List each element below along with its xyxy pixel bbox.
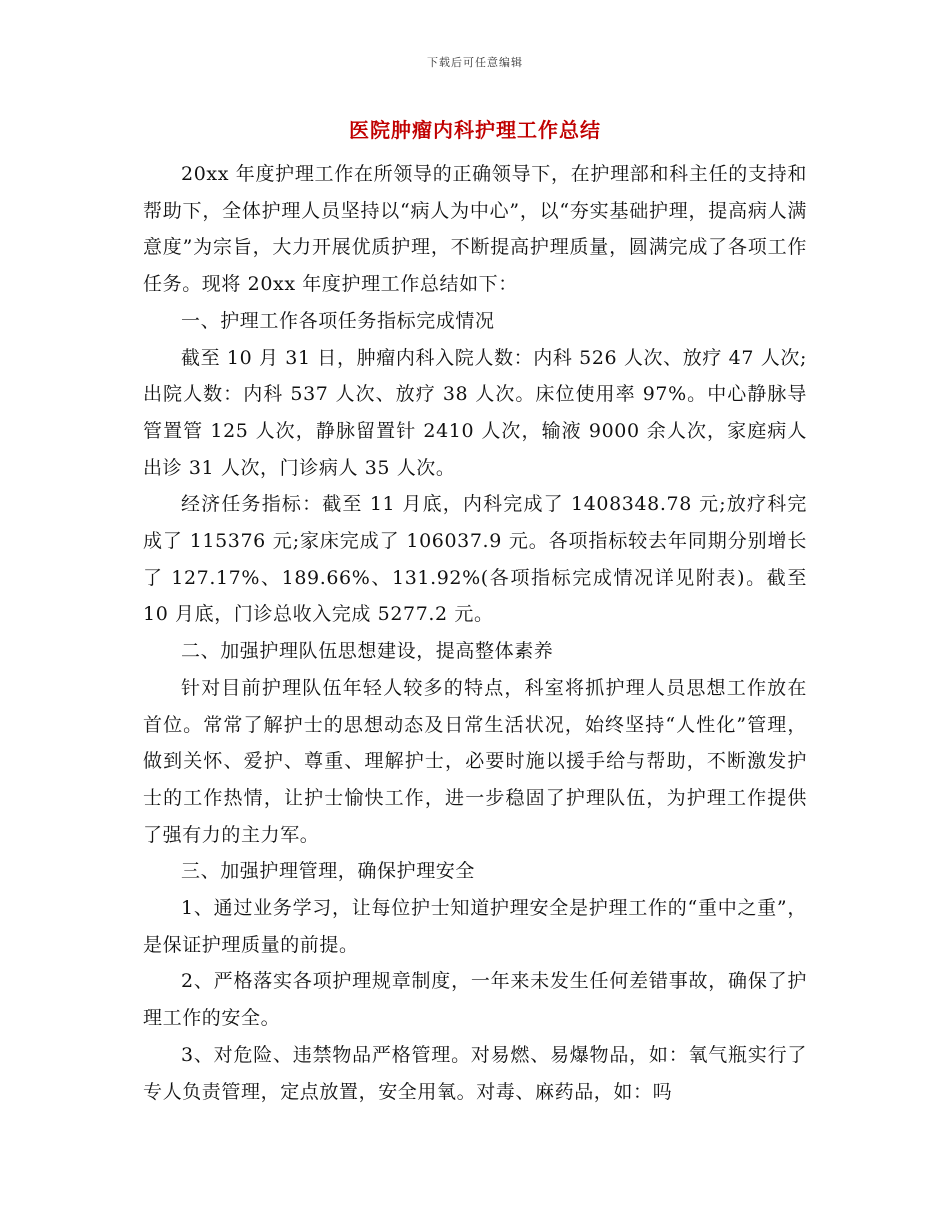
list-item-2: 2、严格落实各项护理规章制度，一年来未发生任何差错事故，确保了护理工作的安全。	[143, 970, 807, 1030]
document-title: 医院肿瘤内科护理工作总结	[349, 118, 601, 142]
paragraph-intro: 20xx 年度护理工作在所领导的正确领导下，在护理部和科主任的支持和帮助下，全体护理人员坚持以“病人为中心”，以“夯实基础护理，提高病人满意度”为宗旨，大力开展优质护理，不断提高护理质量，圆满完成了各项工作任务。现将 20xx 年度护理工作总结如下：	[143, 163, 807, 296]
paragraph-economic: 经济任务指标：截至 11 月底，内科完成了 1408348.78 元;放疗科完成了 115376 元;家床完成了 106037.9 元。各项指标较去年同期分别增长了 127.17%、189.66%、131.92%(各项指标完成情况详见附表)。截至 10 月底，门诊总收入完成 5277.2 元。	[143, 493, 807, 626]
section-heading-3: 三、加强护理管理，确保护理安全	[181, 860, 476, 883]
document-body	[143, 156, 807, 1110]
list-item-3: 3、对危险、违禁物品严格管理。对易燃、易爆物品，如：氧气瓶实行了专人负责管理，定点放置，安全用氧。对毒、麻药品，如：吗	[143, 1043, 807, 1103]
header-note: 下载后可任意编辑	[427, 56, 523, 69]
paragraph-team: 针对目前护理队伍年轻人较多的特点，科室将抓护理人员思想工作放在首位。常常了解护士的思想动态及日常生活状况，始终坚持“人性化”管理，做到关怀、爱护、尊重、理解护士，必要时施以援手给与帮助，不断激发护士的工作热情，让护士愉快工作，进一步稳固了护理队伍，为护理工作提供了强有力的主力军。	[143, 676, 807, 846]
list-item-1: 1、通过业务学习，让每位护士知道护理安全是护理工作的“重中之重”，是保证护理质量的前提。	[143, 897, 807, 956]
paragraph-admissions: 截至 10 月 31 日，肿瘤内科入院人数：内科 526 人次、放疗 47 人次;出院人数：内科 537 人次、放疗 38 人次。床位使用率 97%。中心静脉导管置管 125 人次，静脉留置针 2410 人次，输液 9000 余人次，家庭病人出诊 31 人次，门诊病人 35 人次。	[143, 346, 807, 479]
section-heading-1: 一、护理工作各项任务指标完成情况	[181, 309, 495, 332]
section-heading-2: 二、加强护理队伍思想建设，提高整体素养	[181, 640, 554, 663]
